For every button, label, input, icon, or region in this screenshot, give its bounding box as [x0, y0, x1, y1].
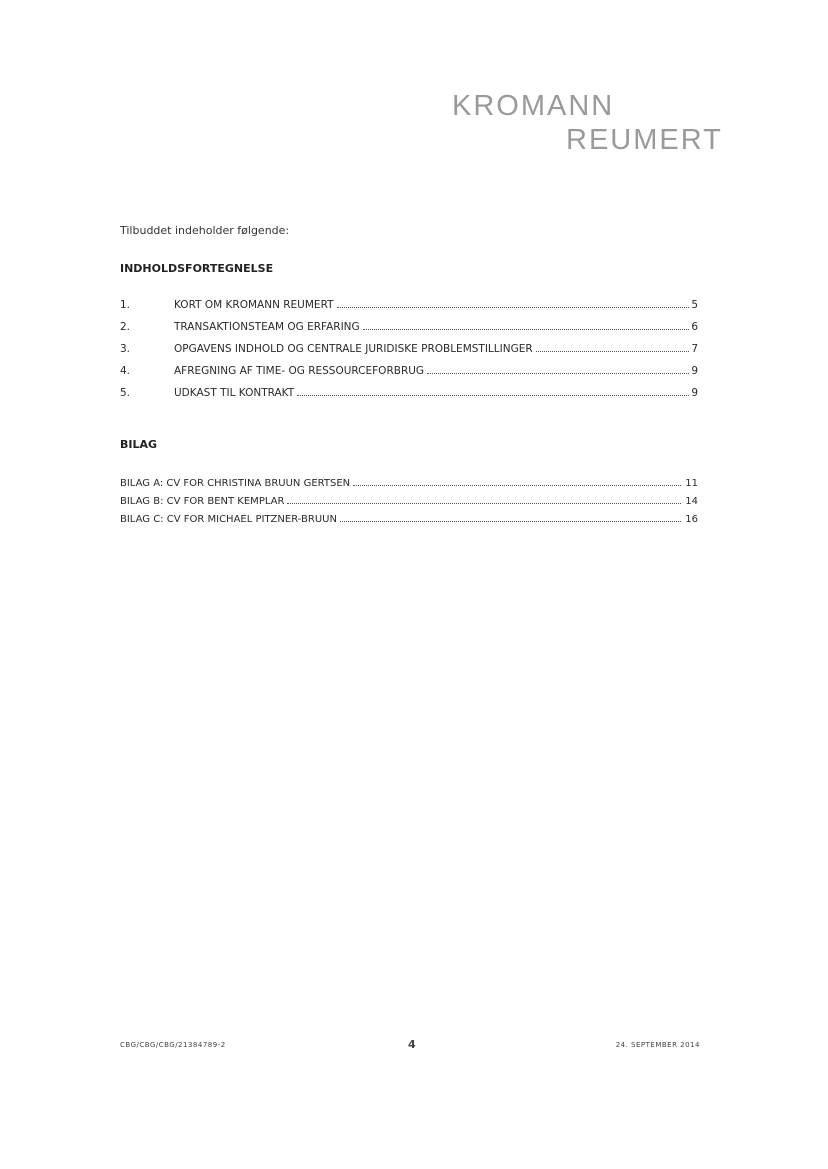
toc-item-number: 2. — [120, 321, 131, 333]
toc-heading: INDHOLDSFORTEGNELSE — [120, 262, 274, 275]
toc-item-page: 9 — [691, 387, 698, 399]
footer-page-number: 4 — [408, 1038, 417, 1051]
dot-leader — [353, 485, 681, 486]
toc-item-page: 5 — [691, 299, 698, 311]
toc-item[interactable] — [120, 321, 698, 343]
toc-item-page: 6 — [691, 321, 698, 333]
appendix-item[interactable] — [120, 478, 698, 496]
appendix-item-title: BILAG B: CV FOR BENT KEMPLAR — [120, 496, 285, 507]
toc-item-number: 3. — [120, 343, 131, 355]
toc-item-title: OPGAVENS INDHOLD OG CENTRALE JURIDISKE PROBLEMSTILLINGER — [174, 343, 533, 355]
appendix-item-page: 14 — [685, 496, 698, 507]
dot-leader — [297, 395, 689, 396]
appendix-item[interactable] — [120, 514, 698, 532]
footer-date: 24. SEPTEMBER 2014 — [615, 1041, 700, 1049]
footer-reference: CBG/CBG/CBG/21384789-2 — [120, 1041, 226, 1049]
dot-leader — [340, 521, 681, 522]
toc-item[interactable] — [120, 299, 698, 321]
appendix-list — [120, 478, 698, 532]
logo-line-2: REUMERT — [566, 124, 723, 156]
appendix-item[interactable] — [120, 496, 698, 514]
company-logo — [440, 90, 730, 160]
intro-text: Tilbuddet indeholder følgende: — [120, 224, 290, 237]
toc-item[interactable] — [120, 387, 698, 409]
toc-item-number: 1. — [120, 299, 131, 311]
appendix-item-page: 11 — [685, 478, 698, 489]
toc-item-title: KORT OM KROMANN REUMERT — [174, 299, 334, 311]
toc-item-number: 4. — [120, 365, 131, 377]
dot-leader — [287, 503, 681, 504]
appendix-heading: BILAG — [120, 438, 158, 451]
dot-leader — [427, 373, 689, 374]
toc-item-page: 9 — [691, 365, 698, 377]
toc-item-page: 7 — [691, 343, 698, 355]
dot-leader — [536, 351, 690, 352]
dot-leader — [363, 329, 690, 330]
appendix-item-page: 16 — [685, 514, 698, 525]
toc-item[interactable] — [120, 365, 698, 387]
logo-line-1: KROMANN — [452, 90, 615, 122]
appendix-item-title: BILAG A: CV FOR CHRISTINA BRUUN GERTSEN — [120, 478, 351, 489]
appendix-item-title: BILAG C: CV FOR MICHAEL PITZNER-BRUUN — [120, 514, 337, 525]
toc-item[interactable] — [120, 343, 698, 365]
toc-item-title: AFREGNING AF TIME- OG RESSOURCEFORBRUG — [174, 365, 425, 377]
dot-leader — [337, 307, 690, 308]
table-of-contents — [120, 299, 698, 409]
toc-item-number: 5. — [120, 387, 131, 399]
toc-item-title: TRANSAKTIONSTEAM OG ERFARING — [174, 321, 360, 333]
toc-item-title: UDKAST TIL KONTRAKT — [174, 387, 295, 399]
